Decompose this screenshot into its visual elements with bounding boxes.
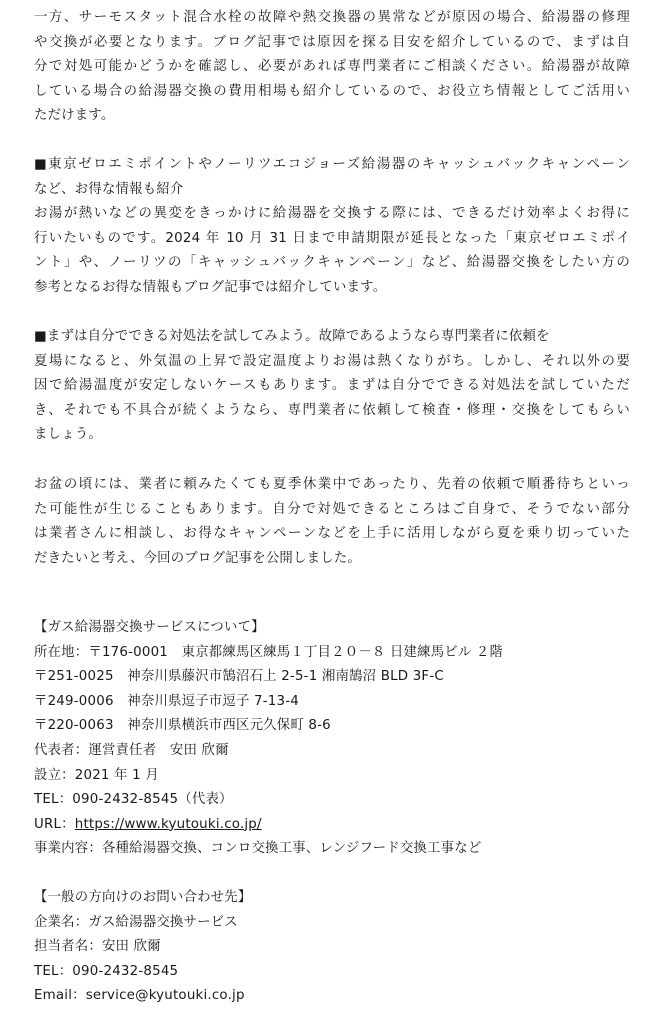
representative-line: 代表者：運営責任者 安田 欣爾 — [34, 742, 229, 758]
text-line: 行いたいものです。2024 年 10 月 31 日まで申請期限が延長となった「東京ゼロエミポイ — [34, 230, 630, 246]
website-link[interactable]: https://www.kyutouki.co.jp/ — [74, 816, 262, 832]
text-line: や交換が必要となります。ブログ記事では原因を探る目安を紹介しているので、まずは自 — [34, 34, 630, 50]
text-line: お湯が熱いなどの異変をきっかけに給湯器を交換する際には、できるだけ効率よくお得に — [34, 206, 630, 222]
contact-tel-line: TEL：090-2432-8545 — [34, 963, 179, 979]
contact-person-line: 担当者名：安田 欣爾 — [34, 939, 161, 955]
text-line: 一方、サーモスタット混合水栓の故障や熱交換器の異常などが原因の場合、給湯器の修理 — [34, 10, 630, 25]
address-line: 〒220-0063 神奈川県横浜市西区元久保町 8-6 — [34, 718, 331, 734]
company-info — [34, 616, 630, 862]
business-line: 事業内容：各種給湯器交換、コンロ交換工事、レンジフード交換工事など — [34, 841, 482, 857]
address-line: 〒249-0006 神奈川県逗子市逗子 7-13-4 — [34, 693, 299, 709]
text-line: している場合の給湯器交換の費用相場も紹介しているので、お役立ち情報としてご活用い — [34, 83, 630, 99]
tel-line: TEL：090-2432-8545（代表） — [34, 792, 233, 808]
address-line: 〒251-0025 神奈川県藤沢市鵠沼石上 2-5-1 湘南鵠沼 BLD 3F-C — [34, 669, 444, 685]
text-line: た可能性が生じることもあります。自分で対処できるところはご自身で、そうでない部分 — [34, 501, 630, 517]
url-line — [34, 813, 630, 838]
text-line: は業者さんに相談し、お得なキャンペーンなどを上手に活用しながら夏を乗り切っていた — [34, 526, 630, 542]
contact-email-line: Email：service@kyutouki.co.jp — [34, 988, 245, 1004]
text-line: ント」や、ノーリツの「キャッシュバックキャンペーン」など、給湯器交換をしたい方の — [34, 255, 630, 271]
text-line: 因で給湯温度が安定しないケースもあります。まずは自分でできる対処法を試していただ — [34, 378, 630, 394]
text-line: ましょう。 — [34, 427, 102, 443]
section-heading: など、お得な情報も紹介 — [34, 181, 184, 197]
text-line: 参考となるお得な情報もブログ記事では紹介しています。 — [34, 279, 387, 295]
text-line: ただけます。 — [34, 108, 115, 124]
text-line: 夏場になると、外気温の上昇で設定温度よりお湯は熱くなりがち。しかし、それ以外の要 — [34, 353, 630, 369]
address-line: 所在地：〒176-0001 東京都練馬区練馬１丁目２０－８ 日建練馬ビル ２階 — [34, 644, 504, 660]
closing-paragraph — [34, 473, 630, 571]
text-line: き、それでも不具合が続くようなら、専門業者に依頼して検査・修理・交換をしてもらい — [34, 402, 630, 418]
contact-info — [34, 886, 630, 1009]
text-line: だきたいと考え、今回のブログ記事を公開しました。 — [34, 550, 361, 566]
campaign-section — [34, 153, 630, 301]
company-info-heading: 【ガス給湯器交換サービスについて】 — [34, 620, 265, 635]
url-label: URL： — [34, 816, 75, 832]
established-line: 設立：2021 年 1 月 — [34, 767, 159, 783]
intro-paragraph — [34, 6, 630, 129]
contact-company-line: 企業名：ガス給湯器交換サービス — [34, 914, 238, 930]
contact-heading: 【一般の方向けのお問い合わせ先】 — [34, 890, 252, 905]
text-line: 分で対処可能かどうかを確認し、必要があれば専門業者にご相談ください。給湯器が故障 — [34, 59, 630, 75]
selfcheck-section — [34, 325, 630, 448]
section-heading: ■東京ゼロエミポイントやノーリツエコジョーズ給湯器のキャッシュバックキャンペーン — [34, 157, 630, 172]
text-line: お盆の頃には、業者に頼みたくても夏季休業中であったり、先着の依頼で順番待ちといっ — [34, 477, 630, 492]
section-heading: ■まずは自分でできる対処法を試してみよう。故障であるようなら専門業者に依頼を — [34, 329, 550, 344]
